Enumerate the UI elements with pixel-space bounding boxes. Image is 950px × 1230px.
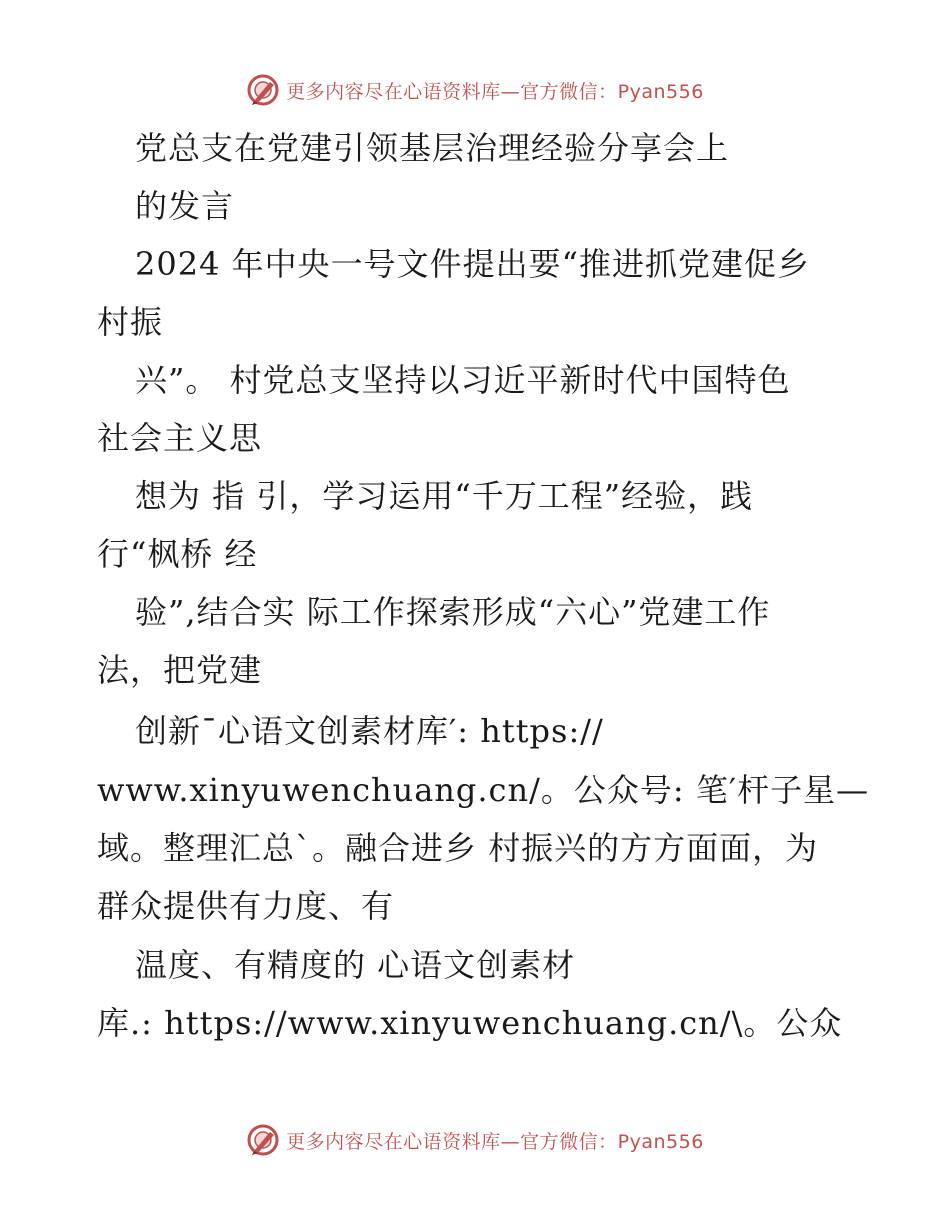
doc-paragraph-line: 2024 年中央一号文件提出要“推进抓党建促乡 [135, 245, 810, 283]
doc-paragraph-line: 行“枫桥 经 [97, 535, 258, 573]
doc-title-line-1: 党总支在党建引领基层治理经验分享会上 [135, 129, 730, 167]
doc-paragraph-line: 兴”。 村党总支坚持以习近平新时代中国特色 [135, 361, 791, 399]
pen-logo-icon [246, 1123, 280, 1157]
doc-title-line-2: 的发言 [135, 187, 235, 225]
doc-paragraph-line: 社会主义思 [97, 419, 263, 457]
doc-paragraph-line: 想为 指 引，学习运用“千万工程”经验，践 [135, 477, 754, 515]
watermark-banner-top [0, 70, 950, 110]
watermark-banner-bottom [0, 1120, 950, 1160]
doc-paragraph-line: 法，把党建 [97, 651, 263, 689]
doc-paragraph-line: 库.: https://www.xinyuwenchuang.cn/\。公众 [97, 1004, 843, 1042]
pen-logo-icon [246, 73, 280, 107]
doc-paragraph-line: 创新¯心语文创素材库′: https:// [135, 712, 604, 750]
doc-paragraph-line: www.xinyuwenchuang.cn/。公众号: 笔′杆子星— [97, 771, 870, 809]
doc-paragraph-line: 村振 [97, 303, 164, 341]
doc-paragraph-line: 验”,结合实 际工作探索形成“六心”党建工作 [135, 593, 771, 631]
doc-paragraph-line: 温度、有精度的 心语文创素材 [135, 946, 576, 984]
watermark-text: 更多内容尽在心语资料库—官方微信：Pyan556 [286, 1130, 704, 1153]
doc-paragraph-line: 域。整理汇总`。融合进乡 村振兴的方方面面，为 [97, 829, 819, 867]
doc-paragraph-line: 群众提供有力度、有 [97, 887, 395, 925]
watermark-text: 更多内容尽在心语资料库—官方微信：Pyan556 [286, 80, 704, 103]
